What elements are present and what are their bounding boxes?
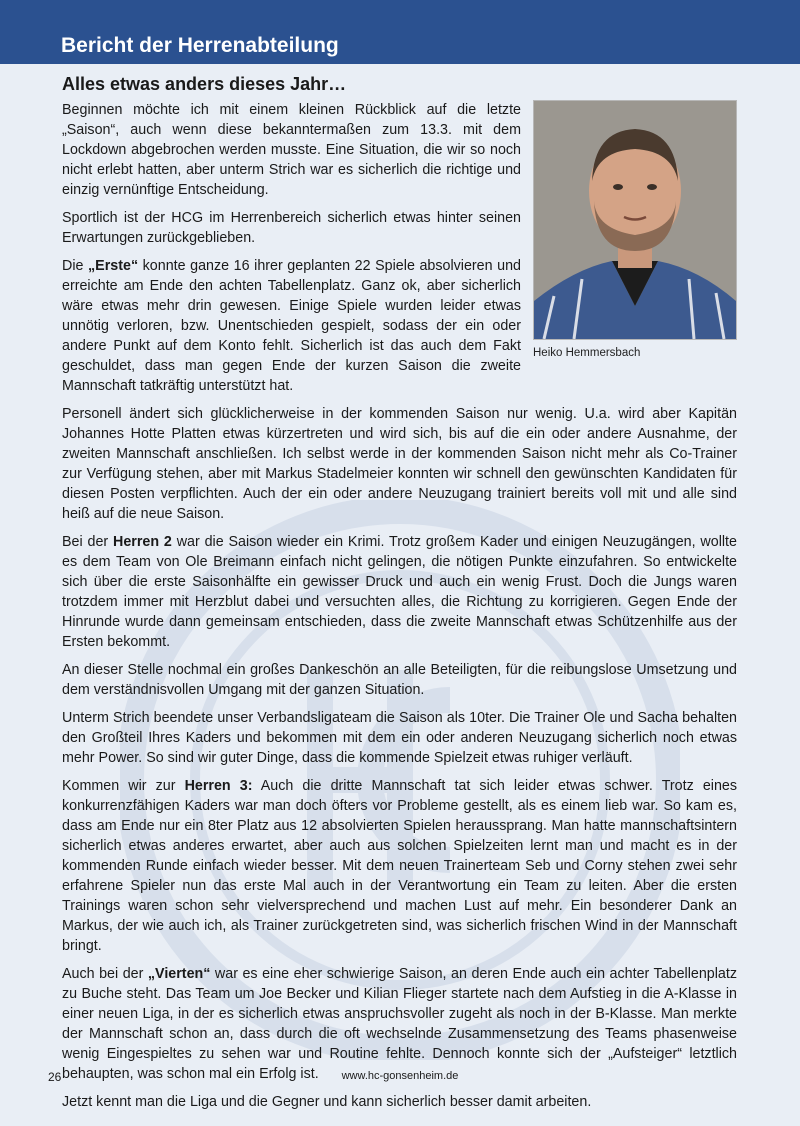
portrait-figure bbox=[533, 100, 737, 363]
paragraph bbox=[62, 964, 737, 1084]
photo-caption: Heiko Hemmersbach bbox=[533, 347, 641, 359]
text-run: war die Saison wieder ein Krimi. Trotz großem Kader und einigen Neuzugängen, wollte es dem Team von Ole Breimann einfach nicht gelingen, die nötigen Punkte einzufahren. So entwickelte sich über die erste Saisonhälfte ein gewisser Druck und auch ein wenig Frust. Doch die Jungs waren trotzdem immer mit Herzblut dabei und versuchten alles, die Richtung zu korrigieren. Gegen Ende der Hinrunde wurde dann gemeinsam entschieden, dass die zweite Mannschaft etwas Schützenhilfe aus der Ersten bekommt. bbox=[62, 534, 737, 650]
text-run: war es eine eher schwierige Saison, an deren Ende auch ein achter Tabellenplatz zu Buche steht. Das Team um Joe Becker und Kilian Flieger startete nach dem Aufstieg in die A-Klasse in einer neuen Liga, in der es sicherlich etwas anspruchsvoller zugeht als noch in der B-Klasse. Man merkte der Mannschaft schon an, dass durch die oft wechselnde Zusammensetzung des Teams phasenweise wenig Eingespieltes zu sehen war und Routine fehlte. Dennoch konnte sich der „Aufsteiger“ letztlich behaupten, was schon mal ein Erfolg ist. bbox=[62, 966, 737, 1082]
page-title: Bericht der Herrenabteilung bbox=[61, 34, 339, 57]
paragraph bbox=[62, 776, 737, 956]
page-number: 26 bbox=[48, 1070, 62, 1084]
text-run: Die bbox=[62, 258, 89, 274]
team-name: „Vierten“ bbox=[147, 966, 211, 982]
paragraph: Beginnen möchte ich mit einem kleinen Rückblick auf die letzte „Saison“, auch wenn diese bekanntermaßen zum 13.3. mit dem Lockdown abgebrochen werden musste. Eine Situation, die wir so noch nicht erlebt hatten, aber unterm Strich war es sicherlich die richtige und einzig vernünftige Entscheidung. bbox=[62, 102, 521, 198]
paragraph bbox=[62, 532, 737, 652]
footer-url: www.hc-gonsenheim.de bbox=[341, 1070, 459, 1082]
paragraph: An dieser Stelle nochmal ein großes Dankeschön an alle Beteiligten, für die reibungslose Umsetzung und dem verständnisvollen Umgang mit der ganzen Situation. bbox=[62, 662, 737, 698]
paragraph: Personell ändert sich glücklicherweise in der kommenden Saison nur wenig. U.a. wird aber Kapitän Johannes Hotte Platten etwas kürzertreten und wird sich, bis auf die ein oder andere Ausnahme, der zweiten Mannschaft anschließen. Ich selbst werde in der kommenden Saison nicht mehr als Co-Trainer zur Verfügung stehen, aber mit Markus Stadelmeier konnten wir schnell den gewünschten Kandidaten für diesen Posten verpflichten. Auch der ein oder andere Neuzugang trainiert bereits voll mit und alle sind heiß auf die neue Saison. bbox=[62, 406, 737, 522]
text-run: Auch bei der bbox=[62, 966, 148, 982]
paragraph: Sportlich ist der HCG im Herrenbereich sicherlich etwas hinter seinen Erwartungen zurückgeblieben. bbox=[62, 210, 521, 246]
text-run: konnte ganze 16 ihrer geplanten 22 Spiele absolvieren und erreichte am Ende den achten Tabellenplatz. Ganz ok, aber sicherlich wäre etwas mehr drin gewesen. Einige Spiele wurden leider etwas unnötig verloren, bzw. Unentschieden gespielt, sodass der ein oder andere Punkt auf dem Konto fehlt. Sicherlich ist das auch dem Fakt geschuldet, dass man gegen Ende der kurzen Saison die zweite Mannschaft tatkräftig unterstützt hat. bbox=[62, 258, 521, 394]
article-heading: Alles etwas anders dieses Jahr… bbox=[62, 74, 347, 94]
text-run: Auch die dritte Mannschaft tat sich leider etwas schwer. Trotz eines konkurrenzfähigen Kaders war man doch öfters vor Probleme gestellt, als es einem lieb war. So kam es, dass am Ende nur ein 8ter Platz aus 12 absolvierten Spielen heraussprang. Man hatte mannschaftsintern sicherlich etwas anderes erwartet, aber auch aus solchen Spielzeiten lernt man und macht es in der kommenden Runde einfach wieder besser. Mit dem neuen Trainerteam Seb und Corny stehen zwei sehr erfahrene Spieler nun das erste Mal auch in der Verantwortung ein Team zu leiten. Aber die ersten Trainings waren schon sehr vielversprechend und machen Lust auf mehr. Ein besonderer Dank an Markus, der wie auch ich, als Trainer zurückgetreten sind, was sicherlich frischen Wind in der Mannschaft bringt. bbox=[62, 778, 737, 954]
portrait-photo bbox=[533, 100, 737, 340]
header-bar bbox=[0, 0, 800, 64]
team-name: Herren 2 bbox=[113, 534, 172, 550]
paragraph: Jetzt kennt man die Liga und die Gegner und kann sicherlich besser damit arbeiten. bbox=[62, 1094, 592, 1110]
text-run: Kommen wir zur bbox=[62, 778, 185, 794]
team-name: „Erste“ bbox=[88, 258, 139, 274]
team-name: Herren 3: bbox=[184, 778, 253, 794]
paragraph: Unterm Strich beendete unser Verbandsligateam die Saison als 10ter. Die Trainer Ole und Sacha behalten den Großteil Ihres Kaders und bekommen mit dem ein oder anderen Neuzugang sicherlich noch etwas mehr Power. So sind wir guter Dinge, dass die kommende Spielzeit etwas ruhiger verläuft. bbox=[62, 710, 737, 766]
article bbox=[62, 70, 737, 1120]
text-run: Bei der bbox=[62, 534, 113, 550]
